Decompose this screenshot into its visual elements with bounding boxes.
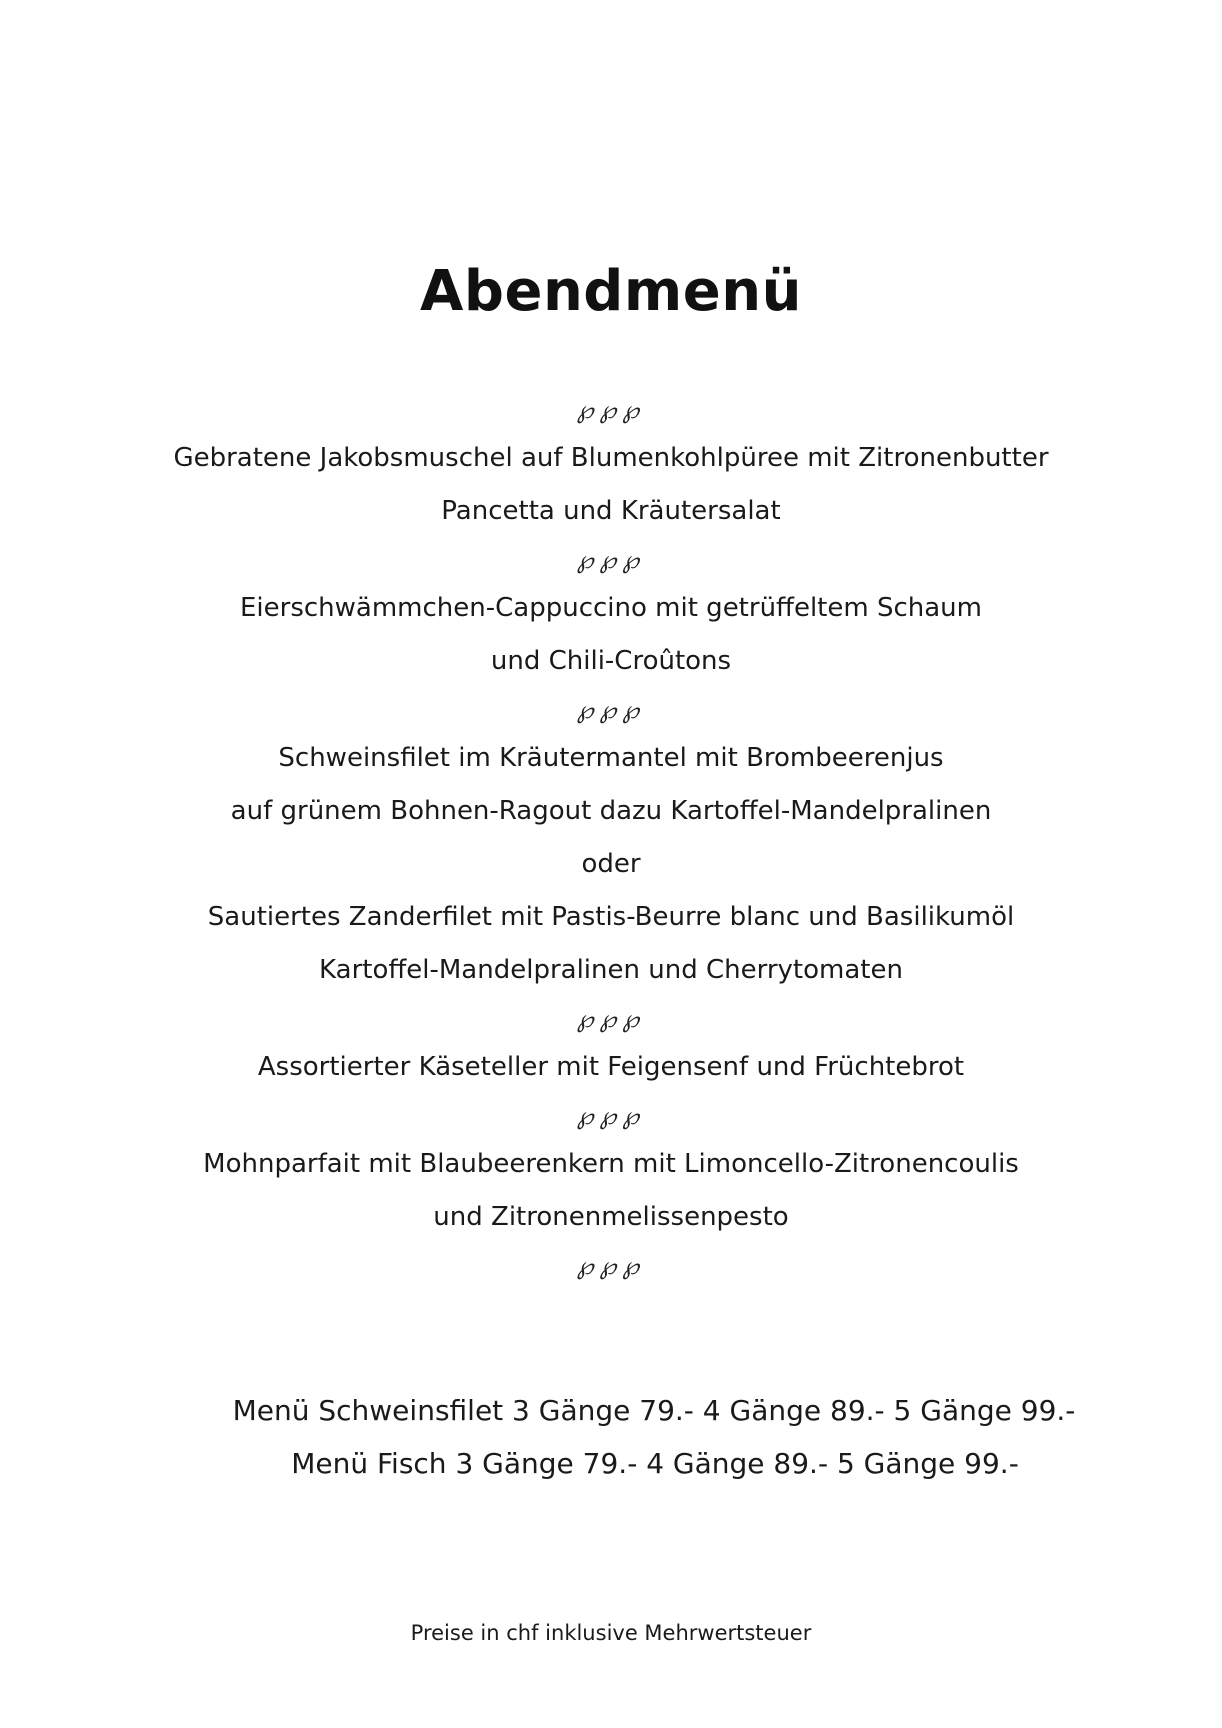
course [0, 432, 1222, 538]
ornament-divider: ℘℘℘ [576, 1102, 646, 1130]
ornament-divider: ℘℘℘ [576, 696, 646, 724]
course-line: und Zitronenmelissenpesto [433, 1202, 789, 1232]
page-title: Abendmenü [420, 258, 802, 324]
menu-courses [0, 388, 1222, 1288]
course-line: Sautiertes Zanderfilet mit Pastis-Beurre blanc und Basilikumöl [207, 902, 1015, 932]
course-line: Pancetta und Kräutersalat [441, 496, 781, 526]
course-line: Assortierter Käseteller mit Feigensenf und Früchtebrot [257, 1052, 965, 1082]
course-line: Eierschwämmchen-Cappuccino mit getrüffeltem Schaum [240, 593, 982, 623]
ornament-divider: ℘℘℘ [576, 396, 646, 424]
course-line: und Chili-Croûtons [490, 646, 732, 676]
ornament-divider: ℘℘℘ [576, 546, 646, 574]
course-line: Schweinsfilet im Kräutermantel mit Brombeerenjus [278, 743, 944, 773]
course-line: oder [581, 849, 641, 879]
price-line-schweinsfilet: Menü Schweinsfilet 3 Gänge 79.- 4 Gänge 89.- 5 Gänge 99.- [232, 1394, 1076, 1427]
price-list [0, 1384, 1222, 1490]
course [0, 1138, 1222, 1244]
course-line: auf grünem Bohnen-Ragout dazu Kartoffel-Mandelpralinen [230, 796, 992, 826]
course [0, 1041, 1222, 1094]
course-line: Gebratene Jakobsmuschel auf Blumenkohlpüree mit Zitronenbutter [173, 443, 1049, 473]
ornament-divider: ℘℘℘ [576, 1005, 646, 1033]
ornament-divider: ℘℘℘ [576, 1252, 646, 1280]
course [0, 582, 1222, 688]
price-line-fisch: Menü Fisch 3 Gänge 79.- 4 Gänge 89.- 5 Gänge 99.- [291, 1447, 1019, 1480]
course-line: Mohnparfait mit Blaubeerenkern mit Limoncello-Zitronencoulis [203, 1149, 1019, 1179]
course [0, 732, 1222, 997]
course-line: Kartoffel-Mandelpralinen und Cherrytomaten [319, 955, 903, 985]
footer-note: Preise in chf inklusive Mehrwertsteuer [410, 1621, 812, 1645]
